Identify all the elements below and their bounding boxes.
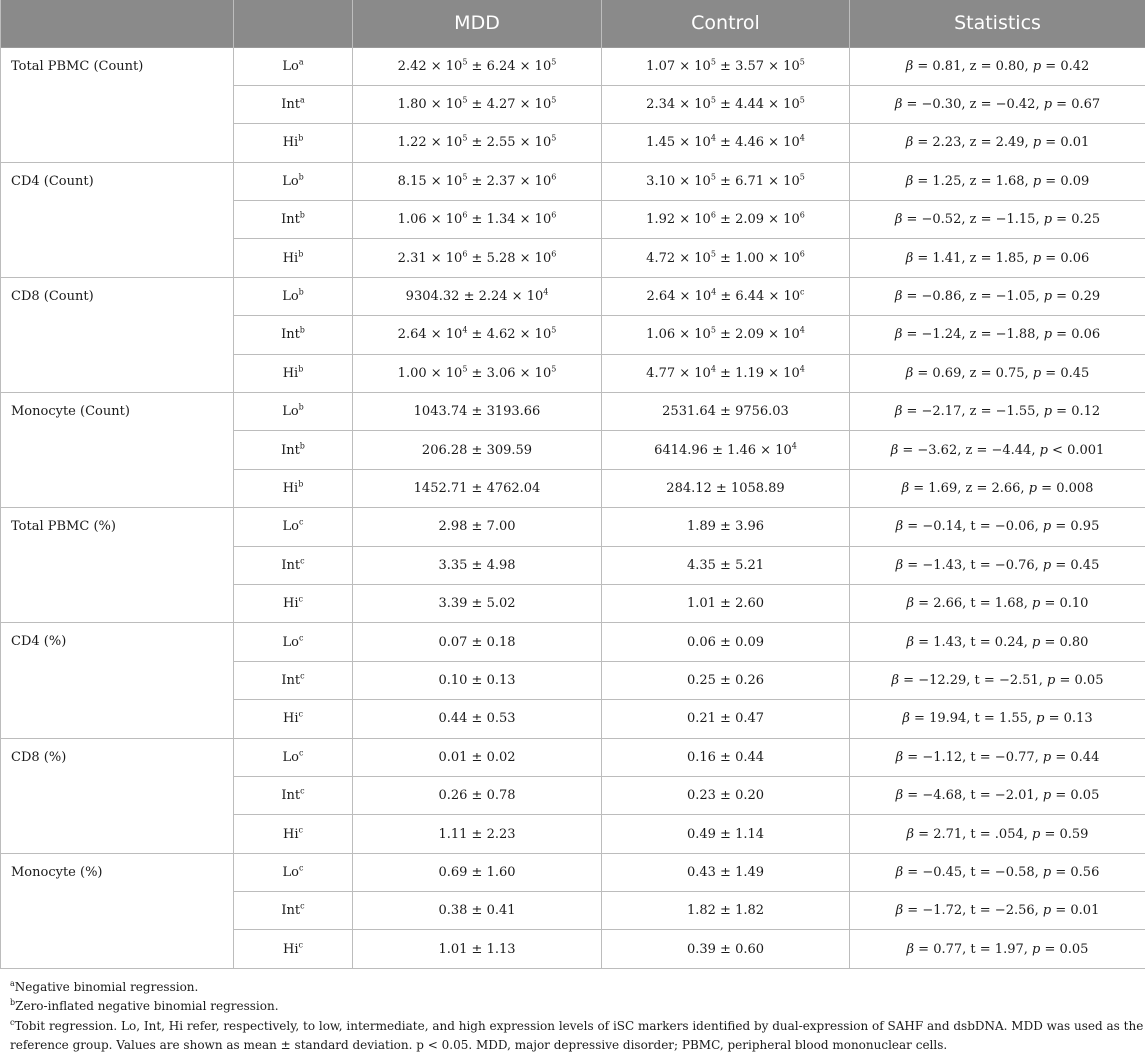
- statistics-value: β = 1.69, z = 2.66, p = 0.008: [850, 469, 1145, 507]
- footnote-marker: b: [299, 326, 305, 336]
- mdd-value: $1.22 \times 10^5 \pm 2.55 \times 10^5$: [353, 124, 602, 162]
- expression-level: Lo$^a$: [234, 47, 353, 85]
- table-row: [1, 47, 1145, 85]
- group-label: Monocyte (Count): [1, 393, 234, 508]
- control-value: $2.34 \times 10^5 \pm 4.44 \times 10^5$: [602, 85, 850, 123]
- expression-level: Hi$^c$: [234, 700, 353, 738]
- header-mdd: MDD: [353, 0, 602, 47]
- control-value: 284.12 ± 1058.89: [602, 469, 850, 507]
- footnote-marker: c: [300, 556, 305, 566]
- statistics-value: β = −1.72, t = −2.56, p = 0.01: [850, 892, 1145, 930]
- control-value: $1.45 \times 10^4 \pm 4.46 \times 10^4$: [602, 124, 850, 162]
- statistics-value: β = −1.24, z = −1.88, p = 0.06: [850, 316, 1145, 354]
- control-value: $3.10 \times 10^5 \pm 6.71 \times 10^5$: [602, 162, 850, 200]
- footnote-marker: c: [300, 901, 305, 911]
- mdd-value: $2.64 \times 10^4 \pm 4.62 \times 10^5$: [353, 316, 602, 354]
- control-value: 1.89 ± 3.96: [602, 508, 850, 546]
- footnote-marker: c: [298, 748, 304, 758]
- control-value: 0.23 ± 0.20: [602, 776, 850, 814]
- group-label: CD4 (%): [1, 623, 234, 738]
- group-label: Total PBMC (Count): [1, 47, 234, 162]
- header-group: [1, 0, 234, 47]
- control-value: $2.64 \times 10^4 \pm 6.44 \times 10^c$: [602, 277, 850, 315]
- footnote-marker: b: [298, 172, 304, 182]
- header-control: Control: [602, 0, 850, 47]
- control-value: $1.92 \times 10^6 \pm 2.09 \times 10^6$: [602, 201, 850, 239]
- table-row: [1, 277, 1145, 315]
- mdd-value: 3.39 ± 5.02: [353, 584, 602, 622]
- statistics-value: β = −4.68, t = −2.01, p = 0.05: [850, 776, 1145, 814]
- control-value: 1.82 ± 1.82: [602, 892, 850, 930]
- control-value: 0.25 ± 0.26: [602, 661, 850, 699]
- mdd-value: 0.38 ± 0.41: [353, 892, 602, 930]
- header-level: [234, 0, 353, 47]
- mdd-value: 0.07 ± 0.18: [353, 623, 602, 661]
- table-row: [1, 623, 1145, 661]
- footnote-marker: b: [299, 210, 305, 220]
- statistics-value: β = 2.66, t = 1.68, p = 0.10: [850, 584, 1145, 622]
- control-value: $1.06 \times 10^5 \pm 2.09 \times 10^4$: [602, 316, 850, 354]
- mdd-value: $9304.32 \pm 2.24 \times 10^4$: [353, 277, 602, 315]
- expression-level: Lo$^b$: [234, 393, 353, 431]
- statistics-value: β = −0.30, z = −0.42, p = 0.67: [850, 85, 1145, 123]
- statistics-value: β = −0.86, z = −1.05, p = 0.29: [850, 277, 1145, 315]
- expression-level: Int$^b$: [234, 201, 353, 239]
- mdd-value: 206.28 ± 309.59: [353, 431, 602, 469]
- statistics-value: β = −1.43, t = −0.76, p = 0.45: [850, 546, 1145, 584]
- statistics-value: β = 0.77, t = 1.97, p = 0.05: [850, 930, 1145, 968]
- statistics-value: β = 2.71, t = .054, p = 0.59: [850, 815, 1145, 853]
- expression-level: Lo$^b$: [234, 277, 353, 315]
- expression-level: Hi$^b$: [234, 354, 353, 392]
- table-body: [1, 47, 1145, 968]
- mdd-value: 3.35 ± 4.98: [353, 546, 602, 584]
- mdd-value: 0.44 ± 0.53: [353, 700, 602, 738]
- mdd-value: $1.06 \times 10^6 \pm 1.34 \times 10^6$: [353, 201, 602, 239]
- mdd-value: 0.26 ± 0.78: [353, 776, 602, 814]
- mdd-value: $2.42 \times 10^5 \pm 6.24 \times 10^5$: [353, 47, 602, 85]
- expression-level: Hi$^b$: [234, 124, 353, 162]
- header-statistics: Statistics: [850, 0, 1145, 47]
- statistics-value: β = 1.43, t = 0.24, p = 0.80: [850, 623, 1145, 661]
- expression-level: Int$^c$: [234, 776, 353, 814]
- control-value: 0.21 ± 0.47: [602, 700, 850, 738]
- footnote-marker: b: [298, 479, 304, 489]
- mdd-value: 1.01 ± 1.13: [353, 930, 602, 968]
- mdd-value: $1.00 \times 10^5 \pm 3.06 \times 10^5$: [353, 354, 602, 392]
- expression-level: Hi$^b$: [234, 469, 353, 507]
- footnote-marker: c: [298, 825, 303, 835]
- table-row: [1, 162, 1145, 200]
- group-label: CD8 (Count): [1, 277, 234, 392]
- footnote-marker: c: [298, 710, 303, 719]
- table-row: [1, 508, 1145, 546]
- expression-level: Hi$^c$: [234, 584, 353, 622]
- mdd-value: 0.69 ± 1.60: [353, 853, 602, 891]
- control-value: 0.49 ± 1.14: [602, 815, 850, 853]
- table-row: [1, 393, 1145, 431]
- expression-level: Int$^c$: [234, 661, 353, 699]
- mdd-value: $1.80 \times 10^5 \pm 4.27 \times 10^5$: [353, 85, 602, 123]
- control-value: 1.01 ± 2.60: [602, 584, 850, 622]
- footnote-marker: c: [298, 518, 304, 528]
- mdd-value: 0.10 ± 0.13: [353, 661, 602, 699]
- statistics-value: β = −3.62, z = −4.44, p < 0.001: [850, 431, 1145, 469]
- statistics-value: β = 1.25, z = 1.68, p = 0.09: [850, 162, 1145, 200]
- statistics-value: β = −12.29, t = −2.51, p = 0.05: [850, 661, 1145, 699]
- control-value: 0.43 ± 1.49: [602, 853, 850, 891]
- expression-level: Hi$^c$: [234, 815, 353, 853]
- footnote: $^b$Zero-inflated negative binomial regression.: [10, 998, 279, 1014]
- footnote-marker: a: [298, 57, 304, 67]
- footnote: $^a$Negative binomial regression.: [10, 978, 199, 994]
- expression-level: Lo$^c$: [234, 853, 353, 891]
- statistics-value: β = 2.23, z = 2.49, p = 0.01: [850, 124, 1145, 162]
- control-value: 0.16 ± 0.44: [602, 738, 850, 776]
- group-label: CD4 (Count): [1, 162, 234, 277]
- footnote-marker: c: [298, 594, 303, 604]
- statistics-value: β = 0.69, z = 0.75, p = 0.45: [850, 354, 1145, 392]
- group-label: Total PBMC (%): [1, 508, 234, 623]
- control-value: $4.72 \times 10^5 \pm 1.00 \times 10^6$: [602, 239, 850, 277]
- statistics-value: β = −0.45, t = −0.58, p = 0.56: [850, 853, 1145, 891]
- statistics-value: β = 19.94, t = 1.55, p = 0.13: [850, 700, 1145, 738]
- table-footnotes: [0, 969, 1145, 1056]
- footnote-marker: b: [298, 134, 304, 144]
- expression-level: Int$^b$: [234, 316, 353, 354]
- header-row: [1, 0, 1145, 47]
- group-label: Monocyte (%): [1, 853, 234, 968]
- expression-level: Int$^b$: [234, 431, 353, 469]
- expression-level: Int$^a$: [234, 85, 353, 123]
- footnote-marker: c: [300, 671, 305, 681]
- statistics-value: β = −1.12, t = −0.77, p = 0.44: [850, 738, 1145, 776]
- table-row: [1, 853, 1145, 891]
- expression-level: Int$^c$: [234, 546, 353, 584]
- statistics-value: β = −0.14, t = −0.06, p = 0.95: [850, 508, 1145, 546]
- footnote-marker: b: [298, 402, 304, 412]
- mdd-value: 0.01 ± 0.02: [353, 738, 602, 776]
- mdd-value: $2.31 \times 10^6 \pm 5.28 \times 10^6$: [353, 239, 602, 277]
- statistics-value: β = −2.17, z = −1.55, p = 0.12: [850, 393, 1145, 431]
- expression-level: Hi$^c$: [234, 930, 353, 968]
- table-row: [1, 738, 1145, 776]
- mdd-value: 1043.74 ± 3193.66: [353, 393, 602, 431]
- expression-level: Lo$^c$: [234, 508, 353, 546]
- mdd-value: $8.15 \times 10^5 \pm 2.37 \times 10^6$: [353, 162, 602, 200]
- expression-level: Lo$^c$: [234, 738, 353, 776]
- mdd-value: 1452.71 ± 4762.04: [353, 469, 602, 507]
- footnote-marker: c: [298, 633, 304, 643]
- statistics-value: β = 0.81, z = 0.80, p = 0.42: [850, 47, 1145, 85]
- footnote-marker: c: [298, 863, 304, 873]
- control-value: $4.77 \times 10^4 \pm 1.19 \times 10^4$: [602, 354, 850, 392]
- statistics-value: β = −0.52, z = −1.15, p = 0.25: [850, 201, 1145, 239]
- control-value: $6414.96 \pm 1.46 \times 10^4$: [602, 431, 850, 469]
- control-value: 0.39 ± 0.60: [602, 930, 850, 968]
- footnote: $^c$Tobit regression. Lo, Int, Hi refer, respectively, to low, intermediate, and high expression levels of iSC markers identified by dual-expression of SAHF and dsbDNA. MDD was used as the reference group. Values are shown as mean ± standard deviation. p < 0.05. MDD, major depressive disorder; PBMC, peripheral blood mononuclear cells.: [10, 1017, 1144, 1053]
- footnote-marker: c: [298, 940, 303, 950]
- footnote-marker: c: [300, 786, 305, 796]
- control-value: $1.07 \times 10^5 \pm 3.57 \times 10^5$: [602, 47, 850, 85]
- footnote-marker: b: [298, 249, 304, 259]
- expression-level: Hi$^b$: [234, 239, 353, 277]
- footnote-marker: b: [299, 441, 305, 451]
- mdd-value: 1.11 ± 2.23: [353, 815, 602, 853]
- control-value: 0.06 ± 0.09: [602, 623, 850, 661]
- footnote-marker: b: [298, 364, 304, 374]
- expression-level: Lo$^b$: [234, 162, 353, 200]
- group-label: CD8 (%): [1, 738, 234, 853]
- mdd-value: 2.98 ± 7.00: [353, 508, 602, 546]
- footnote-marker: b: [298, 287, 304, 297]
- control-value: 2531.64 ± 9756.03: [602, 393, 850, 431]
- expression-level: Int$^c$: [234, 892, 353, 930]
- expression-level: Lo$^c$: [234, 623, 353, 661]
- control-value: 4.35 ± 5.21: [602, 546, 850, 584]
- footnote-marker: a: [299, 95, 305, 105]
- statistics-value: β = 1.41, z = 1.85, p = 0.06: [850, 239, 1145, 277]
